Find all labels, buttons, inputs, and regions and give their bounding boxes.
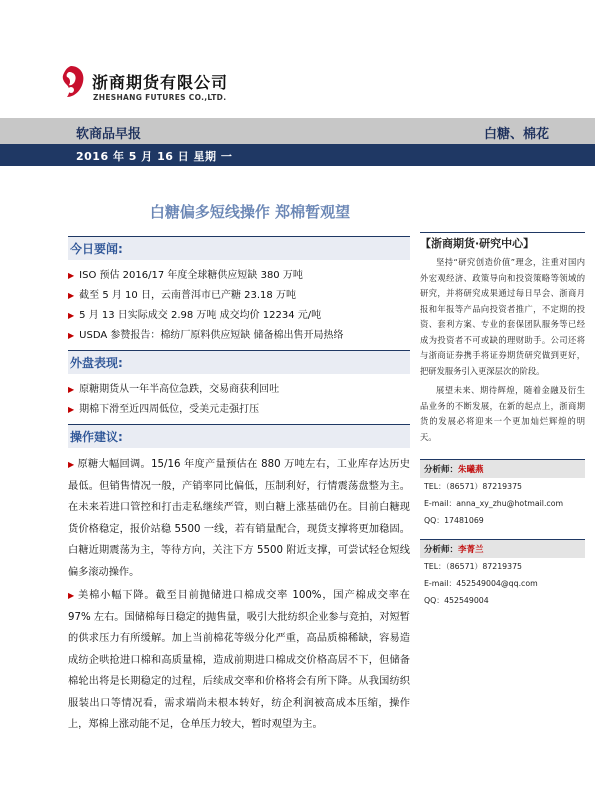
outer-item: ▶ 期棉下滑至近四周低位，受美元走强打压 bbox=[68, 404, 260, 415]
news-item: ▶ USDA 参赞报告：棉纺厂原料供应短缺 储备棉出售开局热络 bbox=[68, 330, 344, 341]
analyst-name: 分析师：李菁兰 bbox=[420, 540, 585, 558]
analyst-tel: TEL：（86571）87219375 bbox=[424, 562, 523, 571]
analyst-name: 分析师：朱曦燕 bbox=[420, 460, 585, 478]
report-title-band bbox=[0, 118, 595, 144]
sidebar-outlook: 展望未来、期待辉煌，随着金融及衍生品业务的不断发展，在新的起点上，浙商期货的发展必将迎来一个更加灿烂辉煌的明天。 bbox=[420, 385, 585, 442]
bullet-arrow-icon: ▶ bbox=[68, 405, 75, 414]
sidebar-title: 【浙商期货·研究中心】 bbox=[420, 232, 585, 251]
analyst-card bbox=[420, 459, 585, 529]
bullet-arrow-icon: ▶ bbox=[68, 460, 75, 469]
report-type: 软商品早报 bbox=[76, 127, 142, 142]
outer-market-section bbox=[68, 350, 410, 420]
cotton-advice: ▶ 美棉小幅下降。截至目前抛储进口棉成交率 100%，国产棉成交率在 97% 左右。国储棉每日稳定的抛售量，吸引大批纺织企业参与竞拍，对短暂的供求压力有所缓解。加上当前棉花等级分化严重，高品质棉稀缺，容易造成纺企哄抢进口棉和高质量棉，造成前期进口棉成交价格高居不下，但储备棉轮出将是长期稳定的过程，后续成交率和价格将会有所下降。从我国纺织服装出口等情况看，需求端尚未根本转好，纺企利润被高成本压缩，操作上，郑棉上涨动能不足，仓单压力较大，暂时观望为主。 bbox=[68, 590, 410, 730]
analyst-qq: QQ：17481069 bbox=[424, 516, 484, 525]
bullet-arrow-icon: ▶ bbox=[68, 291, 75, 300]
bullet-arrow-icon: ▶ bbox=[68, 385, 75, 394]
analyst-tel: TEL：（86571）87219375 bbox=[424, 482, 523, 491]
sidebar-intro: 坚持“研究创造价值”理念，注重对国内外宏观经济、政策导向和投资策略等领域的研究，并将研究成果通过每日早会、浙商月报和年报等产品向投资者推广，不定期的投资、套利方案、专业的套保团队服务等已经成为投资者不可或缺的理财助手。公司还将与浙商证券携手将证券期货研究做到更好，把研发服务引入更深层次的阶段。 bbox=[420, 257, 585, 376]
today-news-section bbox=[68, 236, 410, 346]
analyst-card bbox=[420, 539, 585, 609]
main-column bbox=[68, 234, 410, 736]
analyst-email[interactable]: E-mail：anna_xy_zhu@hotmail.com bbox=[424, 499, 564, 508]
news-item: ▶ 5 月 13 日实际成交 2.98 万吨 成交均价 12234 元/吨 bbox=[68, 310, 322, 321]
date-band bbox=[0, 144, 595, 166]
today-news-title: 今日要闻: bbox=[68, 237, 410, 260]
headline: 白糖偏多短线操作 郑棉暂观望 bbox=[149, 203, 351, 221]
analyst-qq: QQ：452549004 bbox=[424, 596, 489, 605]
report-category: 白糖、棉花 bbox=[483, 127, 549, 142]
company-name-cn: 浙商期货有限公司 bbox=[92, 73, 229, 92]
news-item: ▶ ISO 预估 2016/17 年度全球糖供应短缺 380 万吨 bbox=[68, 270, 303, 281]
company-logo bbox=[56, 64, 86, 100]
analyst-email[interactable]: E-mail：452549004@qq.com bbox=[424, 579, 538, 588]
advice-title: 操作建议: bbox=[68, 425, 410, 448]
bullet-arrow-icon: ▶ bbox=[68, 271, 75, 280]
sidebar bbox=[420, 232, 585, 609]
outer-market-title: 外盘表现: bbox=[68, 351, 410, 374]
bullet-arrow-icon: ▶ bbox=[68, 591, 76, 600]
bullet-arrow-icon: ▶ bbox=[68, 331, 75, 340]
bullet-arrow-icon: ▶ bbox=[68, 311, 75, 320]
advice-section bbox=[68, 424, 410, 736]
sugar-advice: ▶ 原糖大幅回调。15/16 年度产量预估在 880 万吨左右，工业库存达历史最低。但销售情况一般，产销率同比偏低，压制利好，行情震荡盘整为主。在未来若进口管控和打击走私继续严管，则白糖上涨基础仍在。目前白糖现货价格稳定，报价站稳 5500 一线，若有销量配合，现货支撑将更加稳固。白糖近期震荡为主，等待方向，关注下方 5500 附近支撑，可尝试轻仓短线偏多滚动操作。 bbox=[68, 459, 410, 578]
company-name-en: ZHESHANG FUTURES CO.,LTD. bbox=[93, 93, 227, 102]
news-item: ▶ 截至 5 月 10 日，云南普洱市已产糖 23.18 万吨 bbox=[68, 290, 296, 301]
outer-item: ▶ 原糖期货从一年半高位急跌，交易商获利回吐 bbox=[68, 384, 280, 395]
report-date: 2016 年 5 月 16 日 星期 一 bbox=[76, 150, 233, 163]
